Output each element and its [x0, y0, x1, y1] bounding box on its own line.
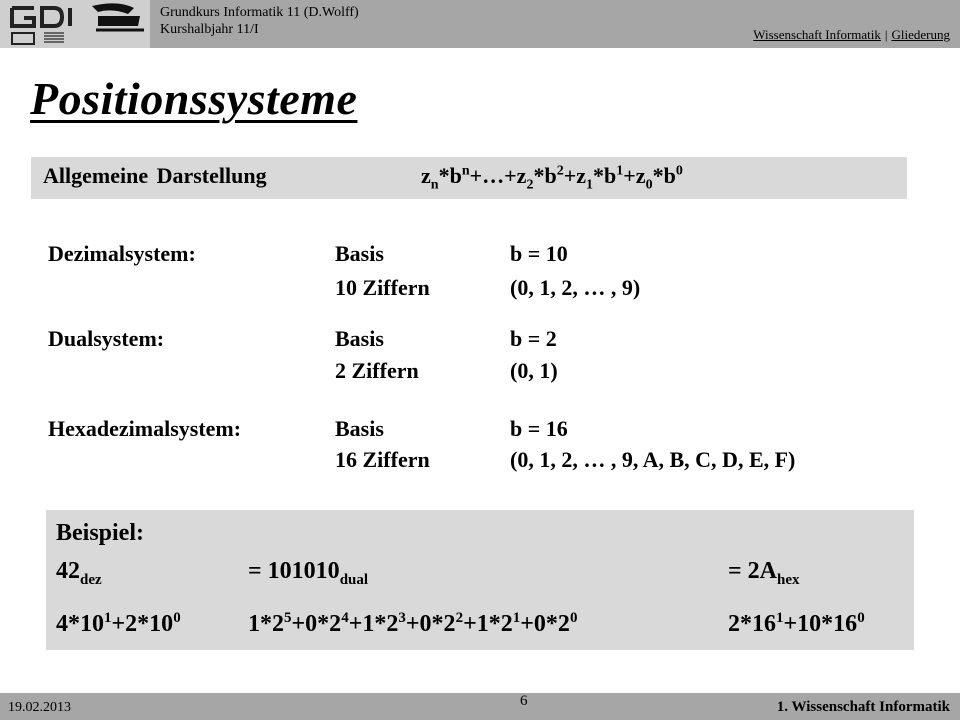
- basis-value-dual: b = 2: [510, 326, 557, 351]
- system-name-dezimal: Dezimalsystem:: [48, 241, 196, 266]
- system-name-hexadezimal: Hexadezimalsystem:: [48, 416, 242, 441]
- example-decimal-expansion: $4*10^1+2*10^0$: [56, 610, 181, 637]
- basis-label-dezimal: Basis: [335, 241, 384, 266]
- digits-label-hexadezimal: 16 Ziffern: [335, 447, 430, 472]
- nav-link-gliederung[interactable]: Gliederung: [891, 27, 950, 42]
- course-info: [160, 4, 359, 38]
- digits-value-dual: (0, 1): [510, 358, 558, 383]
- digits-value-hexadezimal: (0, 1, 2, … , 9, A, B, C, D, E, F): [510, 447, 796, 472]
- example-heading: Beispiel:: [56, 520, 144, 546]
- example-hex-expansion: $2*16^1+10*16^0$: [728, 610, 865, 637]
- slide-title: Positionssysteme: [30, 73, 358, 124]
- basis-value-hexadezimal: b = 16: [510, 416, 568, 441]
- footer-section: 1. Wissenschaft Informatik: [776, 699, 950, 715]
- example-decimal-value: $42_{dez}$: [56, 558, 102, 588]
- example-hex-value: = $2A_{hex}$: [728, 558, 800, 588]
- course-title: Grundkurs Informatik 11 (D.Wolff): [160, 5, 359, 20]
- basis-value-dezimal: b = 10: [510, 241, 568, 266]
- footer-date: 19.02.2013: [8, 700, 71, 715]
- course-term: Kurshalbjahr 11/I: [160, 22, 259, 37]
- nav-separator: |: [884, 27, 888, 42]
- footer-bar: [0, 693, 960, 720]
- general-representation-box: [31, 157, 907, 199]
- general-formula: $z_n*b^n+\dots+z_2*b^2+z_1*b^1+z_0*b^0$: [421, 163, 683, 193]
- example-dual-expansion: $1*2^5+0*2^4+1*2^3+0*2^2+1*2^1+0*2^0$: [248, 610, 578, 637]
- page-number: 6: [520, 693, 528, 709]
- basis-label-hexadezimal: Basis: [335, 416, 384, 441]
- general-representation-label: Allgemeine Darstellung: [43, 163, 267, 188]
- top-nav: [753, 27, 950, 43]
- digits-label-dual: 2 Ziffern: [335, 358, 419, 383]
- system-name-dual: Dualsystem:: [48, 326, 165, 351]
- gdi-logo-icon: [0, 0, 150, 48]
- digits-label-dezimal: 10 Ziffern: [335, 275, 430, 300]
- nav-link-wissenschaft-informatik[interactable]: Wissenschaft Informatik: [753, 27, 881, 42]
- basis-label-dual: Basis: [335, 326, 384, 351]
- header-bar: [0, 0, 960, 48]
- digits-value-dezimal: (0, 1, 2, … , 9): [510, 275, 641, 300]
- gdi-logo: [0, 0, 150, 48]
- example-box: [46, 510, 914, 650]
- example-dual-value: = $101010_{dual}$: [248, 558, 369, 588]
